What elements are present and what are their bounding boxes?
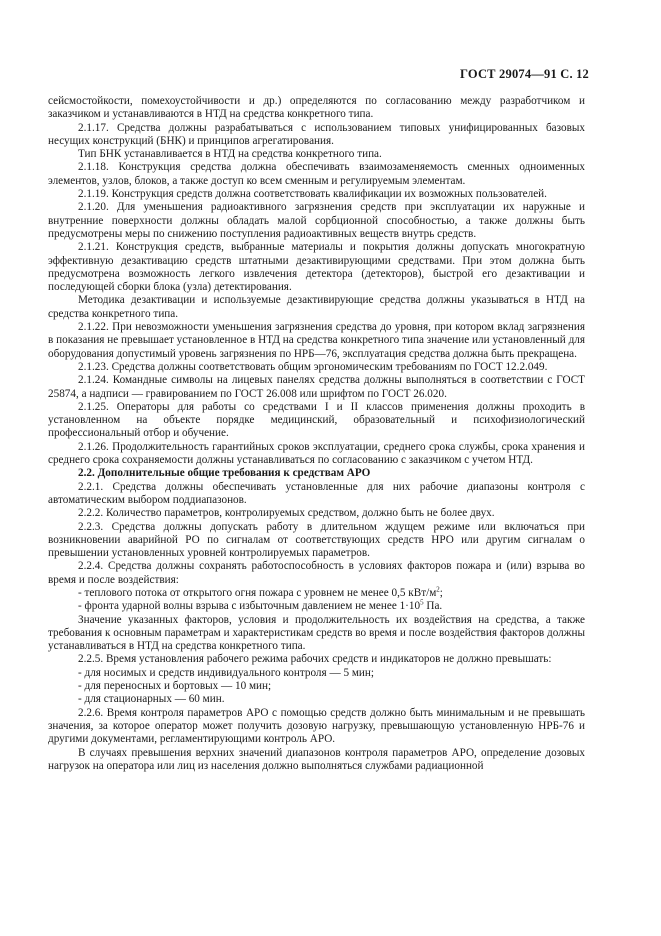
paragraph-tail: Па. <box>423 600 443 613</box>
paragraph-text: - теплового потока от открытого огня пожара с уровнем не менее 0,5 кВт/м <box>78 586 437 599</box>
paragraph-text: 2.1.21. Конструкция средств, выбранные материалы и покрытия должны допускать многократную эффективную дезактивацию средств штатными дезактивирующими средствами. При этом должна быть предусмотрена возможность легкого извлечения детектора (детекторов), быстрой его дезактивации и последующей сборки блока (узла) детектирования. <box>48 241 585 294</box>
list-item <box>48 587 585 600</box>
paragraph-text: Методика дезактивации и используемые дезактивирующие средства должны указываться в НТД на средства конкретного типа. <box>48 294 585 320</box>
paragraph-text: 2.2.5. Время установления рабочего режима рабочих средств и индикаторов не должно превышать: <box>78 653 552 666</box>
paragraph <box>48 321 585 361</box>
paragraph-text: - фронта ударной волны взрыва с избыточным давлением не менее 1·10 <box>78 600 421 613</box>
paragraph-text: 2.1.24. Командные символы на лицевых панелях средства должны выполняться в соответствии с ГОСТ 25874, а надписи — гравированием по ГОСТ 26.008 или шрифтом по ГОСТ 26.020. <box>48 374 585 400</box>
list-item <box>48 693 585 706</box>
paragraph <box>48 122 585 149</box>
list-item <box>48 667 585 680</box>
paragraph <box>48 374 585 401</box>
paragraph <box>48 614 585 654</box>
paragraph <box>48 560 585 587</box>
section-heading <box>48 467 585 480</box>
list-item <box>48 600 585 613</box>
paragraph-text: 2.1.22. При невозможности уменьшения загрязнения средства до уровня, при котором вклад загрязнения в показания не превышает установленное в НТД на средства конкретного типа значение или установленный для оборудования допустимый уровень загрязнения по НРБ—76, эксплуатация средства должна быть прекращена. <box>48 321 585 360</box>
paragraph-text: 2.1.19. Конструкция средств должна соответствовать квалификации их возможных пользователей. <box>78 188 547 201</box>
paragraph-tail: ; <box>439 586 443 599</box>
superscript: 2 <box>436 585 440 594</box>
paragraph <box>48 401 585 441</box>
paragraph-text: 2.1.26. Продолжительность гарантийных сроков эксплуатации, среднего срока службы, срока хранения и среднего срока сохраняемости должны устанавливаться по согласованию с заказчиком с учетом НТД. <box>48 440 585 467</box>
document-body <box>48 95 585 773</box>
paragraph <box>48 95 585 122</box>
paragraph-text: Значение указанных факторов, условия и продолжительность их воздействия на средства, а также требования к основным параметрам и характеристикам средств во время и после воздействия факторов должны устанавливаться в НТД на средства конкретного типа. <box>48 613 585 653</box>
paragraph <box>48 201 585 241</box>
paragraph <box>48 481 585 508</box>
paragraph-text: 2.2.2. Количество параметров, контролируемых средством, должно быть не более двух. <box>78 507 495 520</box>
paragraph-text: 2.2. Дополнительные общие требования к средствам АРО <box>78 467 371 480</box>
superscript: 5 <box>420 598 424 607</box>
paragraph <box>48 441 585 468</box>
paragraph <box>48 241 585 294</box>
list-item <box>48 680 585 693</box>
paragraph-text: 2.2.3. Средства должны допускать работу в длительном ждущем режиме или включаться при возникновении аварийной РО по сигналам от соответствующих средств НРО или другим сигналам о превышении установленных уровней контролируемых параметров. <box>48 520 585 560</box>
paragraph <box>48 707 585 747</box>
paragraph <box>48 521 585 561</box>
paragraph <box>48 507 585 520</box>
paragraph-text: 2.1.18. Конструкция средства должна обеспечивать взаимозаменяемость сменных одноименных элементов, узлов, блоков, а также доступ ко всем сменным и регулируемым элементам. <box>48 161 585 187</box>
paragraph-text: 2.1.25. Операторы для работы со средствами I и II классов применения должны проходить в установленном на объекте порядке медицинский, образовательный и психофизиологический профессиональный отбор и обучение. <box>48 400 585 440</box>
paragraph-text: 2.2.6. Время контроля параметров АРО с помощью средств должно быть минимальным и не превышать значения, за которое оператор может получить дозовую нагрузку, превышающую установленную НРБ-76 и другими документами, регламентирующими контроль АРО. <box>48 706 585 746</box>
paragraph-text: 2.2.4. Средства должны сохранять работоспособность в условиях факторов пожара и (или) взрыва во время и после воздействия: <box>48 560 585 586</box>
paragraph-text: - для переносных и бортовых — 10 мин; <box>78 680 272 693</box>
paragraph-text: В случаях превышения верхних значений диапазонов контроля параметров АРО, определение дозовых нагрузок на оператора или лиц из населения должно выполняться службами радиационной <box>48 746 585 772</box>
paragraph <box>48 161 585 188</box>
paragraph <box>48 653 585 666</box>
paragraph-text: 2.1.20. Для уменьшения радиоактивного загрязнения средств при эксплуатации их наружные и внутренние поверхности должны обладать малой сорбционной способностью, а также должны быть предусмотрены меры по снижению поступления радиоактивных веществ внутрь средств. <box>48 201 585 240</box>
paragraph-text: 2.1.23. Средства должны соответствовать общим эргономическим требованиям по ГОСТ 12.2.049. <box>78 360 548 373</box>
paragraph <box>48 188 585 201</box>
paragraph-text: сейсмостойкости, помехоустойчивости и др.) определяются по согласованию между разработчиком и заказчиком и устанавливаются в НТД на средства конкретного типа. <box>48 95 585 121</box>
paragraph-text: Тип БНК устанавливается в НТД на средства конкретного типа. <box>78 148 382 161</box>
paragraph-text: 2.1.17. Средства должны разрабатываться с использованием типовых унифицированных базовых несущих конструкций (БНК) и принципов агрегатирования. <box>48 121 585 147</box>
paragraph-text: 2.2.1. Средства должны обеспечивать установленные для них рабочие диапазоны контроля с автоматическим выбором поддиапазонов. <box>48 480 585 506</box>
paragraph <box>48 294 585 321</box>
page-header: ГОСТ 29074—91 С. 12 <box>460 67 589 81</box>
paragraph <box>48 747 585 774</box>
paragraph <box>48 148 585 161</box>
paragraph-text: - для носимых и средств индивидуального контроля — 5 мин; <box>78 666 374 679</box>
paragraph-text: - для стационарных — 60 мин. <box>78 693 225 706</box>
paragraph <box>48 361 585 374</box>
